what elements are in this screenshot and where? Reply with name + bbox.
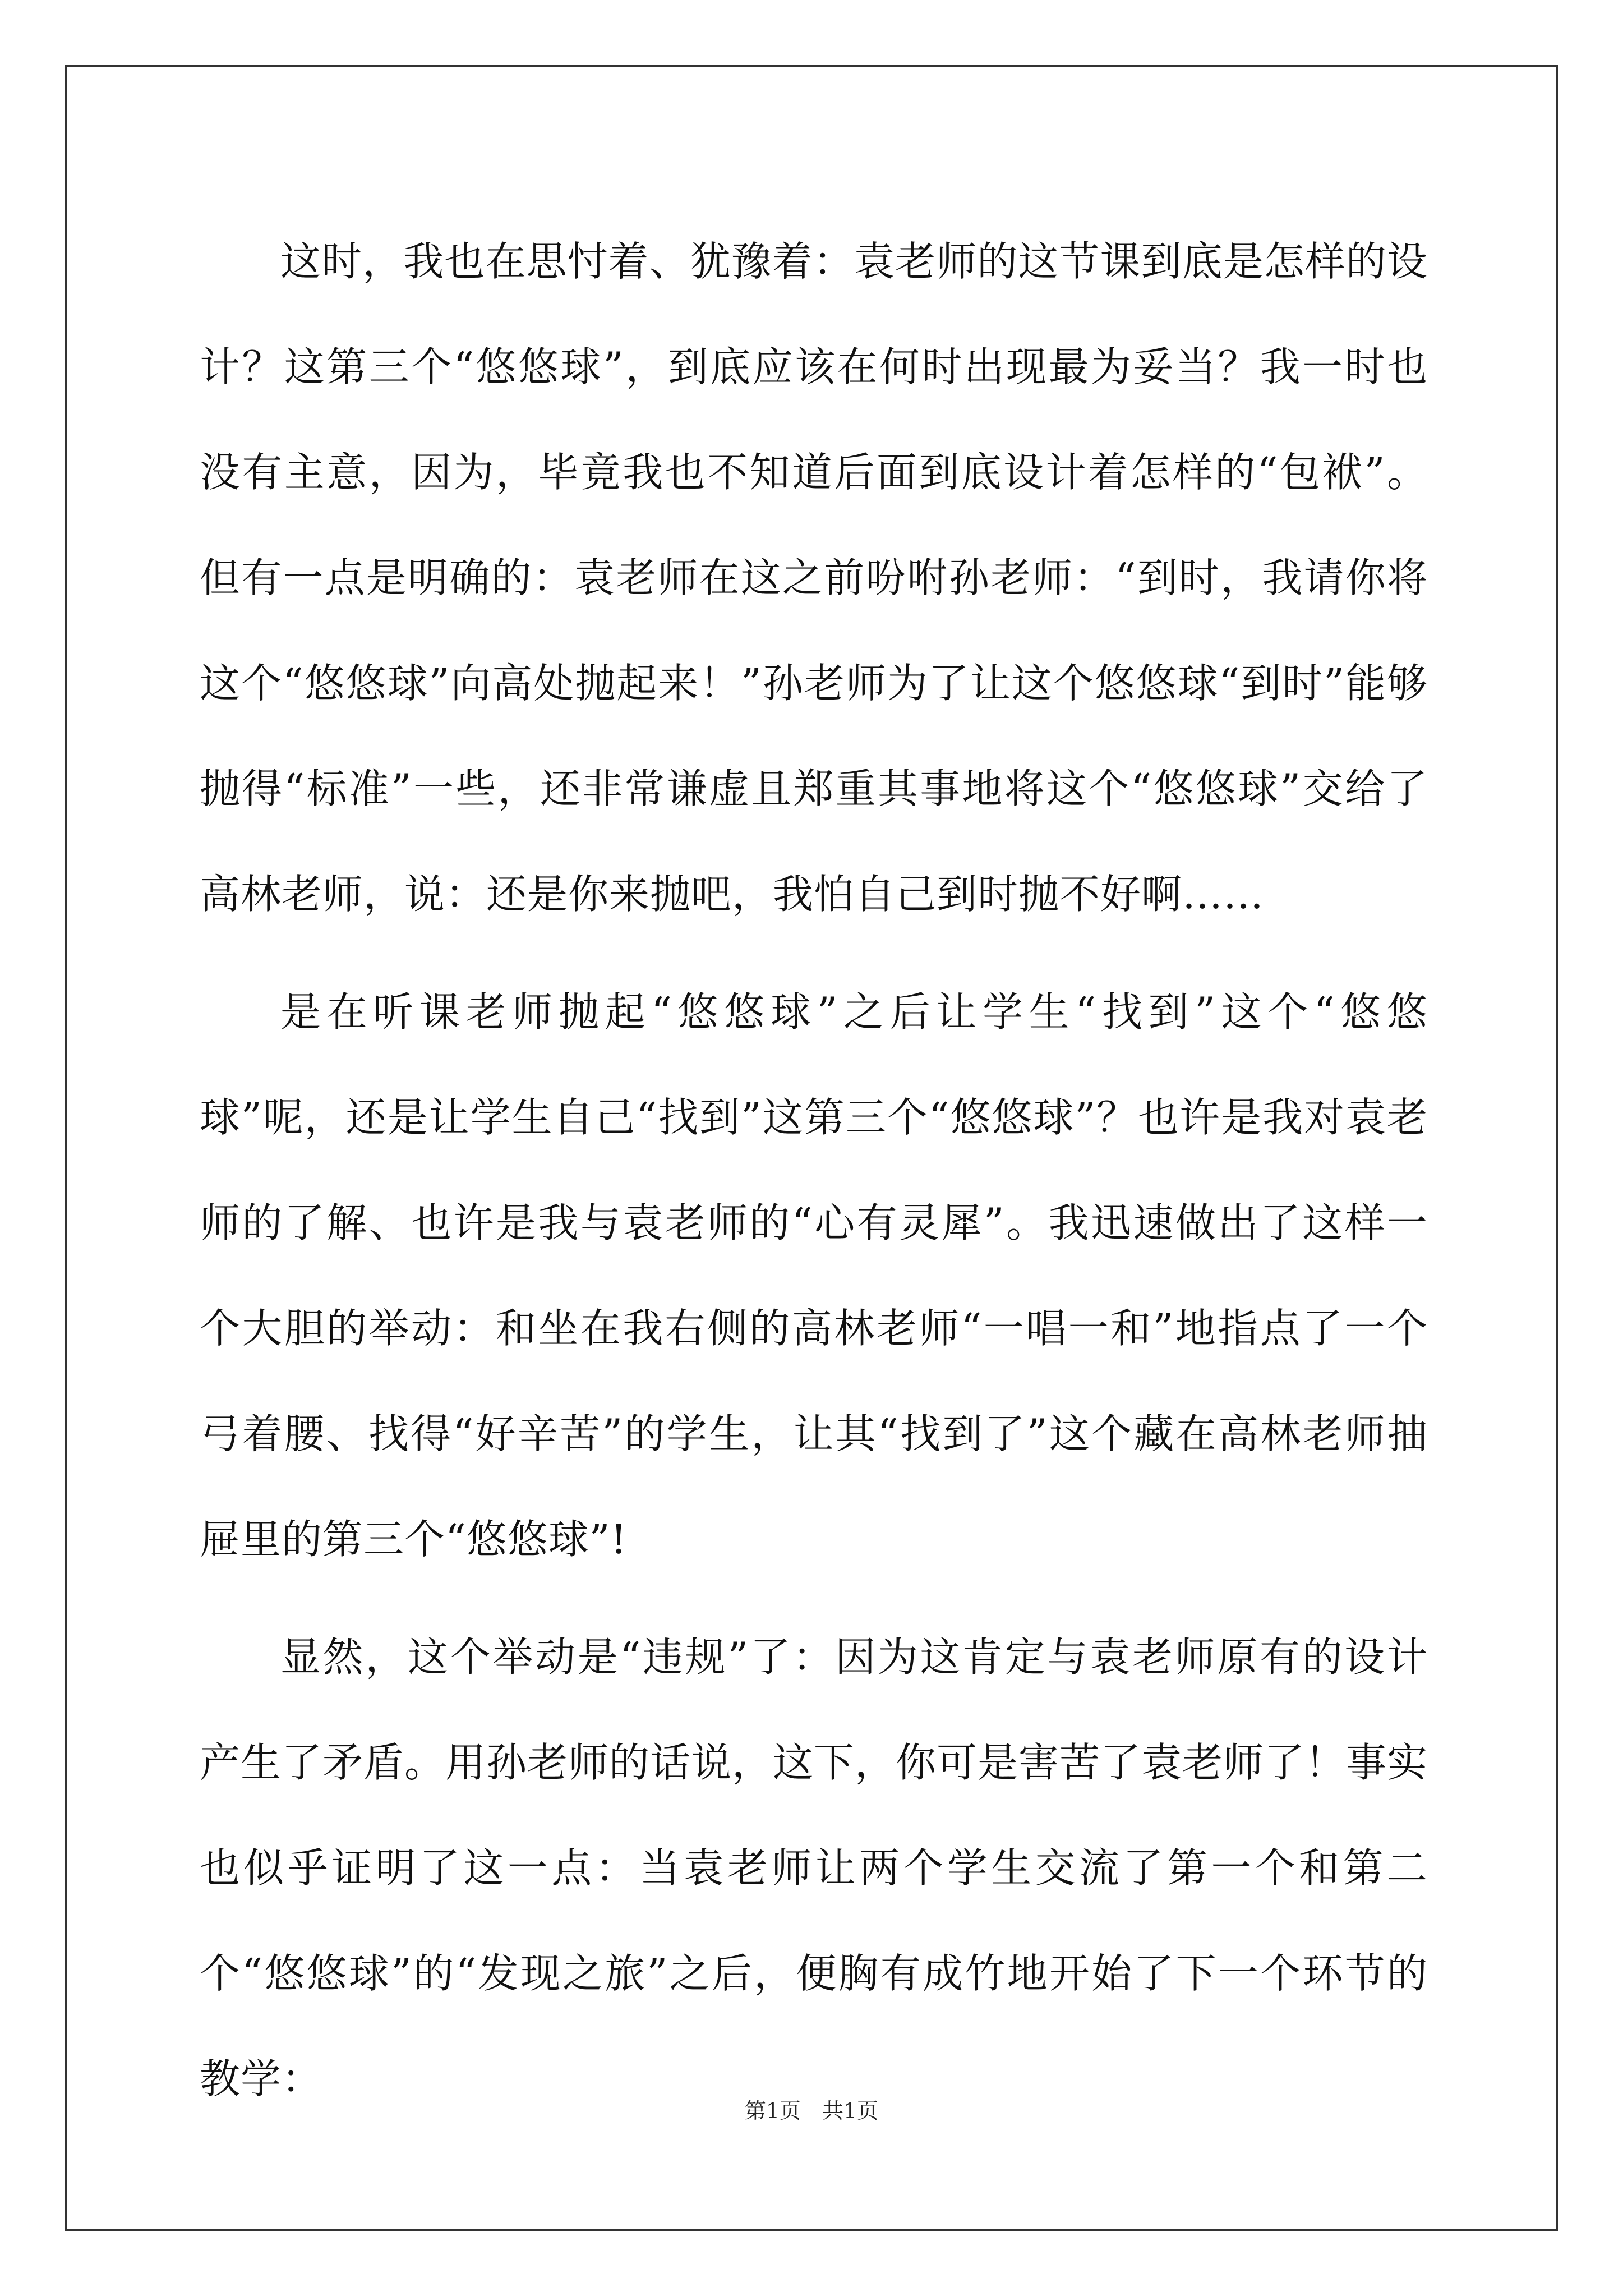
document-body <box>200 209 1428 2132</box>
paragraph-3: 显然，这个举动是“违规”了：因为这肯定与袁老师原有的设计产生了矛盾。用孙老师的话说，这下，你可是害苦了袁老师了！事实也似乎证明了这一点：当袁老师让两个学生交流了第一个和第二个“悠悠球”的“发现之旅”之后，便胸有成竹地开始了下一个环节的教学： <box>200 1634 1428 2102</box>
page-footer: 第1页 共1页 <box>744 2099 879 2123</box>
paragraph-2: 是在听课老师抛起“悠悠球”之后让学生“找到”这个“悠悠球”呢，还是让学生自己“找到”这第三个“悠悠球”？也许是我对袁老师的了解、也许是我与袁老师的“心有灵犀”。我迅速做出了这样一个大胆的举动：和坐在我右侧的高林老师“一唱一和”地指点了一个弓着腰、找得“好辛苦”的学生，让其“找到了”这个藏在高林老师抽屉里的第三个“悠悠球”! <box>200 988 1428 1563</box>
paragraph-1: 这时，我也在思忖着、犹豫着：袁老师的这节课到底是怎样的设计？这第三个“悠悠球”，到底应该在何时出现最为妥当？我一时也没有主意，因为，毕竟我也不知道后面到底设计着怎样的“包袱”。但有一点是明确的：袁老师在这之前吩咐孙老师：“到时，我请你将这个“悠悠球”向高处抛起来！”孙老师为了让这个悠悠球“到时”能够抛得“标准”一些，还非常谦虚且郑重其事地将这个“悠悠球”交给了高林老师，说：还是你来抛吧，我怕自己到时抛不好啊…… <box>200 238 1428 918</box>
